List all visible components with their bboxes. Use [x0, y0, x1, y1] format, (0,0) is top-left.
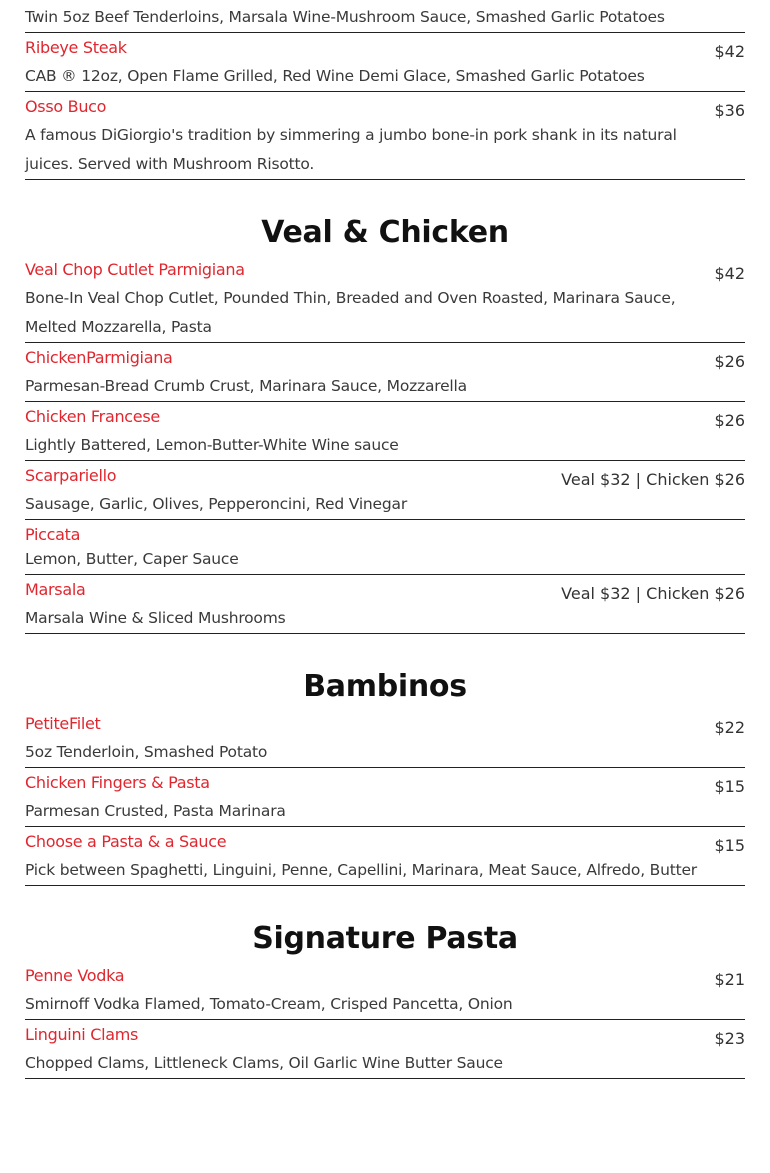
- menu-item-description: 5oz Tenderloin, Smashed Potato: [25, 743, 268, 761]
- menu-item-price: $26: [714, 352, 745, 371]
- menu-item: [25, 402, 745, 461]
- menu-item-price: $23: [714, 1029, 745, 1048]
- menu-section: [0, 211, 770, 634]
- menu-item: [25, 0, 745, 33]
- menu-item-name: Ribeye Steak: [25, 38, 127, 57]
- menu-item: [25, 92, 745, 180]
- menu-item-price: $15: [714, 836, 745, 855]
- section-title: Signature Pasta: [252, 921, 518, 956]
- menu-item: [25, 768, 745, 827]
- menu-item-price: $26: [714, 411, 745, 430]
- menu-item: [25, 709, 745, 768]
- section-title: Veal & Chicken: [261, 215, 509, 250]
- menu-item-name: Linguini Clams: [25, 1025, 139, 1044]
- menu-item-name: Scarpariello: [25, 466, 117, 485]
- menu-item-name: Chicken Fingers & Pasta: [25, 773, 210, 792]
- menu-item-name: Veal Chop Cutlet Parmigiana: [25, 260, 245, 279]
- menu-item-price: $42: [714, 264, 745, 283]
- menu-item-price: $21: [714, 970, 745, 989]
- menu-item-name: ChickenParmigiana: [25, 348, 173, 367]
- menu-item-description: Parmesan-Bread Crumb Crust, Marinara Sauce, Mozzarella: [25, 377, 467, 395]
- menu-item-description: CAB ® 12oz, Open Flame Grilled, Red Wine Demi Glace, Smashed Garlic Potatoes: [25, 67, 645, 85]
- menu-item: [25, 461, 745, 520]
- menu-item: [25, 961, 745, 1020]
- menu-item: [25, 575, 745, 634]
- menu-item-description: Lemon, Butter, Caper Sauce: [25, 550, 239, 568]
- menu-item-price: Veal $32 | Chicken $26: [561, 584, 745, 603]
- menu-item-price: $15: [714, 777, 745, 796]
- menu-item-description: Parmesan Crusted, Pasta Marinara: [25, 802, 286, 820]
- menu-section: [0, 665, 770, 886]
- menu-item-name: PetiteFilet: [25, 714, 101, 733]
- menu-item-description: Sausage, Garlic, Olives, Pepperoncini, Red Vinegar: [25, 495, 407, 513]
- section-title: Bambinos: [303, 669, 467, 704]
- menu-item-description: Bone-In Veal Chop Cutlet, Pounded Thin, Breaded and Oven Roasted, Marinara Sauce, Melted Mozzarella, Pasta: [25, 289, 676, 336]
- menu-item: [25, 255, 745, 343]
- menu-item: [25, 827, 745, 886]
- menu-item-description: A famous DiGiorgio's tradition by simmering a jumbo bone-in pork shank in its natural juices. Served with Mushroom Risotto.: [25, 126, 677, 173]
- menu-section: [0, 917, 770, 1079]
- menu-item-price: $22: [714, 718, 745, 737]
- menu-item-description: Smirnoff Vodka Flamed, Tomato-Cream, Crisped Pancetta, Onion: [25, 995, 513, 1013]
- menu-item-name: Osso Buco: [25, 97, 107, 116]
- menu-item: [25, 520, 745, 575]
- menu-item-description: Twin 5oz Beef Tenderloins, Marsala Wine-Mushroom Sauce, Smashed Garlic Potatoes: [25, 8, 665, 26]
- menu-item: [25, 343, 745, 402]
- menu-item: [25, 1020, 745, 1079]
- menu-item-price: $42: [714, 42, 745, 61]
- menu-item: [25, 33, 745, 92]
- menu-item-description: Lightly Battered, Lemon-Butter-White Wine sauce: [25, 436, 399, 454]
- menu-item-description: Pick between Spaghetti, Linguini, Penne, Capellini, Marinara, Meat Sauce, Alfredo, Butter: [25, 861, 697, 879]
- menu-item-name: Piccata: [25, 525, 81, 544]
- menu-item-description: Marsala Wine & Sliced Mushrooms: [25, 609, 286, 627]
- menu-item-name: Penne Vodka: [25, 966, 125, 985]
- menu-item-name: Choose a Pasta & a Sauce: [25, 832, 227, 851]
- menu-item-price: $36: [714, 101, 745, 120]
- menu-item-name: Chicken Francese: [25, 407, 160, 426]
- menu-item-price: Veal $32 | Chicken $26: [561, 470, 745, 489]
- menu-item-description: Chopped Clams, Littleneck Clams, Oil Garlic Wine Butter Sauce: [25, 1054, 503, 1072]
- menu-item-name: Marsala: [25, 580, 86, 599]
